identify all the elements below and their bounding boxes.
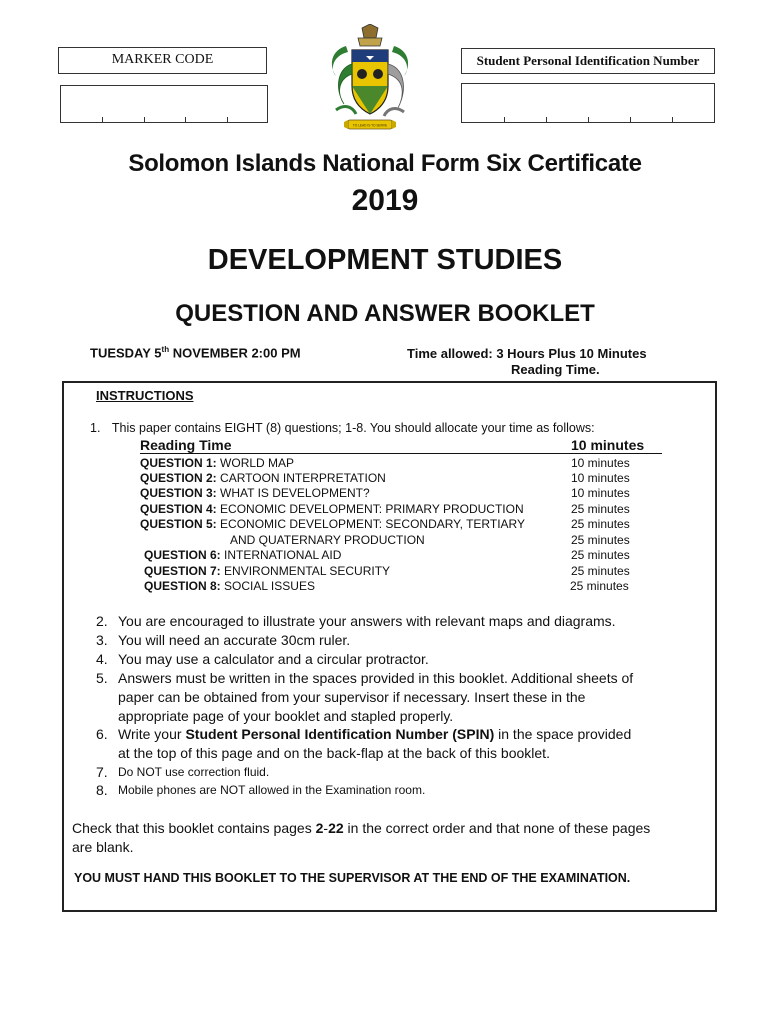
- question-label: QUESTION 3:: [140, 486, 217, 500]
- question-time: 10 minutes: [571, 471, 630, 485]
- time-allowed: [407, 346, 647, 378]
- question-label: QUESTION 8:: [144, 579, 221, 593]
- note-text: in the correct order and that none of these pages: [343, 820, 651, 836]
- question-topic: WORLD MAP: [220, 456, 295, 470]
- instruction-item-6: [96, 725, 696, 763]
- question-topic: ECONOMIC DEVELOPMENT: PRIMARY PRODUCTION: [220, 502, 524, 516]
- item-number: 3.: [96, 632, 108, 648]
- question-label: QUESTION 5:: [140, 517, 217, 531]
- question-label: QUESTION 1:: [140, 456, 217, 470]
- item-number: 6.: [96, 726, 108, 742]
- item-number: 8.: [96, 782, 108, 798]
- spin-input-box[interactable]: [461, 83, 715, 123]
- question-row: [144, 579, 700, 594]
- coat-of-arms-emblem: [322, 24, 418, 136]
- item-text: Do NOT use correction fluid.: [118, 765, 270, 779]
- question-time: 25 minutes: [571, 564, 630, 578]
- reading-time-value: 10 minutes: [571, 437, 645, 453]
- item-text: You are encouraged to illustrate your answers with relevant maps and diagrams.: [118, 613, 616, 629]
- item-number: 1.: [90, 421, 101, 435]
- item-text: You will need an accurate 30cm ruler.: [118, 632, 351, 648]
- marker-code-input-box[interactable]: [60, 85, 268, 123]
- page-end: 22: [328, 820, 344, 836]
- exam-date: [90, 345, 301, 360]
- time-allowed-line2: Reading Time.: [511, 362, 600, 377]
- question-topic: SOCIAL ISSUES: [224, 579, 315, 593]
- question-time: 25 minutes: [571, 533, 630, 547]
- item-text: This paper contains EIGHT (8) questions; 1-8. You should allocate your time as follows:: [111, 421, 595, 435]
- question-topic: WHAT IS DEVELOPMENT?: [220, 486, 370, 500]
- item-text: Write your: [118, 726, 186, 742]
- question-label: QUESTION 7:: [144, 564, 221, 578]
- question-row: [144, 548, 700, 563]
- item-text: at the top of this page and on the back-flap at the back of this booklet.: [118, 745, 550, 761]
- item-text: Mobile phones are NOT allowed in the Examination room.: [118, 783, 426, 797]
- time-allowed-line1: Time allowed: 3 Hours Plus 10 Minutes: [407, 346, 647, 361]
- emblem-motto: TO LEAD IS TO SERVE: [352, 123, 388, 128]
- item-number: 7.: [96, 764, 108, 780]
- question-topic: ENVIRONMENTAL SECURITY: [224, 564, 391, 578]
- question-time: 10 minutes: [571, 456, 630, 470]
- subject-title: DEVELOPMENT STUDIES: [207, 244, 563, 276]
- instruction-item-1: [90, 421, 710, 435]
- item-number: 4.: [96, 651, 108, 667]
- note-text: -: [323, 820, 329, 836]
- page-start: 2: [315, 820, 324, 836]
- marker-code-label: MARKER CODE: [111, 52, 214, 67]
- item-text: paper can be obtained from your supervisor if necessary. Insert these in the: [118, 689, 586, 705]
- booklet-title: QUESTION AND ANSWER BOOKLET: [175, 300, 595, 327]
- spin-label: Student Personal Identification Number: [476, 53, 700, 68]
- reading-time-label: Reading Time: [140, 437, 232, 453]
- item-number: 2.: [96, 613, 108, 629]
- item-text: Answers must be written in the spaces provided in this booklet. Additional sheets of: [118, 670, 634, 686]
- reading-time-row: [140, 437, 662, 454]
- question-topic: INTERNATIONAL AID: [224, 548, 342, 562]
- question-row: [140, 502, 700, 517]
- spin-emphasis: Student Personal Identification Number (SPIN): [185, 726, 495, 742]
- item-text: in the space provided: [494, 726, 632, 742]
- question-row: [140, 533, 700, 548]
- certificate-title: Solomon Islands National Form Six Certificate: [128, 150, 642, 177]
- marker-code-label-box: [58, 47, 267, 74]
- question-topic: CARTOON INTERPRETATION: [220, 471, 386, 485]
- question-row: [140, 517, 700, 532]
- question-row: [144, 564, 700, 579]
- question-topic: AND QUATERNARY PRODUCTION: [230, 533, 425, 547]
- note-text: are blank.: [72, 839, 134, 855]
- question-label: QUESTION 6:: [144, 548, 221, 562]
- spin-label-box: [461, 48, 715, 74]
- question-row: [140, 456, 700, 471]
- question-time: 25 minutes: [571, 502, 630, 516]
- instructions-heading: INSTRUCTIONS: [96, 388, 194, 403]
- question-row: [140, 471, 700, 486]
- exam-date-suffix: th: [161, 345, 170, 354]
- question-row: [140, 486, 700, 501]
- question-time: 25 minutes: [571, 517, 630, 531]
- instruction-item-5: [96, 669, 696, 726]
- item-number: 5.: [96, 670, 108, 686]
- item-text: You may use a calculator and a circular protractor.: [118, 651, 429, 667]
- exam-date-rest: NOVEMBER 2:00 PM: [169, 345, 301, 361]
- question-label: QUESTION 2:: [140, 471, 217, 485]
- question-time: 25 minutes: [571, 548, 630, 562]
- exam-year: 2019: [351, 184, 419, 217]
- hand-in-notice: YOU MUST HAND THIS BOOKLET TO THE SUPERVISOR AT THE END OF THE EXAMINATION.: [74, 871, 631, 885]
- item-text: appropriate page of your booklet and stapled properly.: [118, 708, 454, 724]
- question-time: 25 minutes: [570, 579, 629, 593]
- question-time: 10 minutes: [571, 486, 630, 500]
- exam-date-day: TUESDAY 5: [90, 345, 162, 361]
- page-check-note: [72, 819, 712, 857]
- question-label: QUESTION 4:: [140, 502, 217, 516]
- question-topic: ECONOMIC DEVELOPMENT: SECONDARY, TERTIARY: [220, 517, 525, 531]
- note-text: Check that this booklet contains pages: [72, 820, 316, 836]
